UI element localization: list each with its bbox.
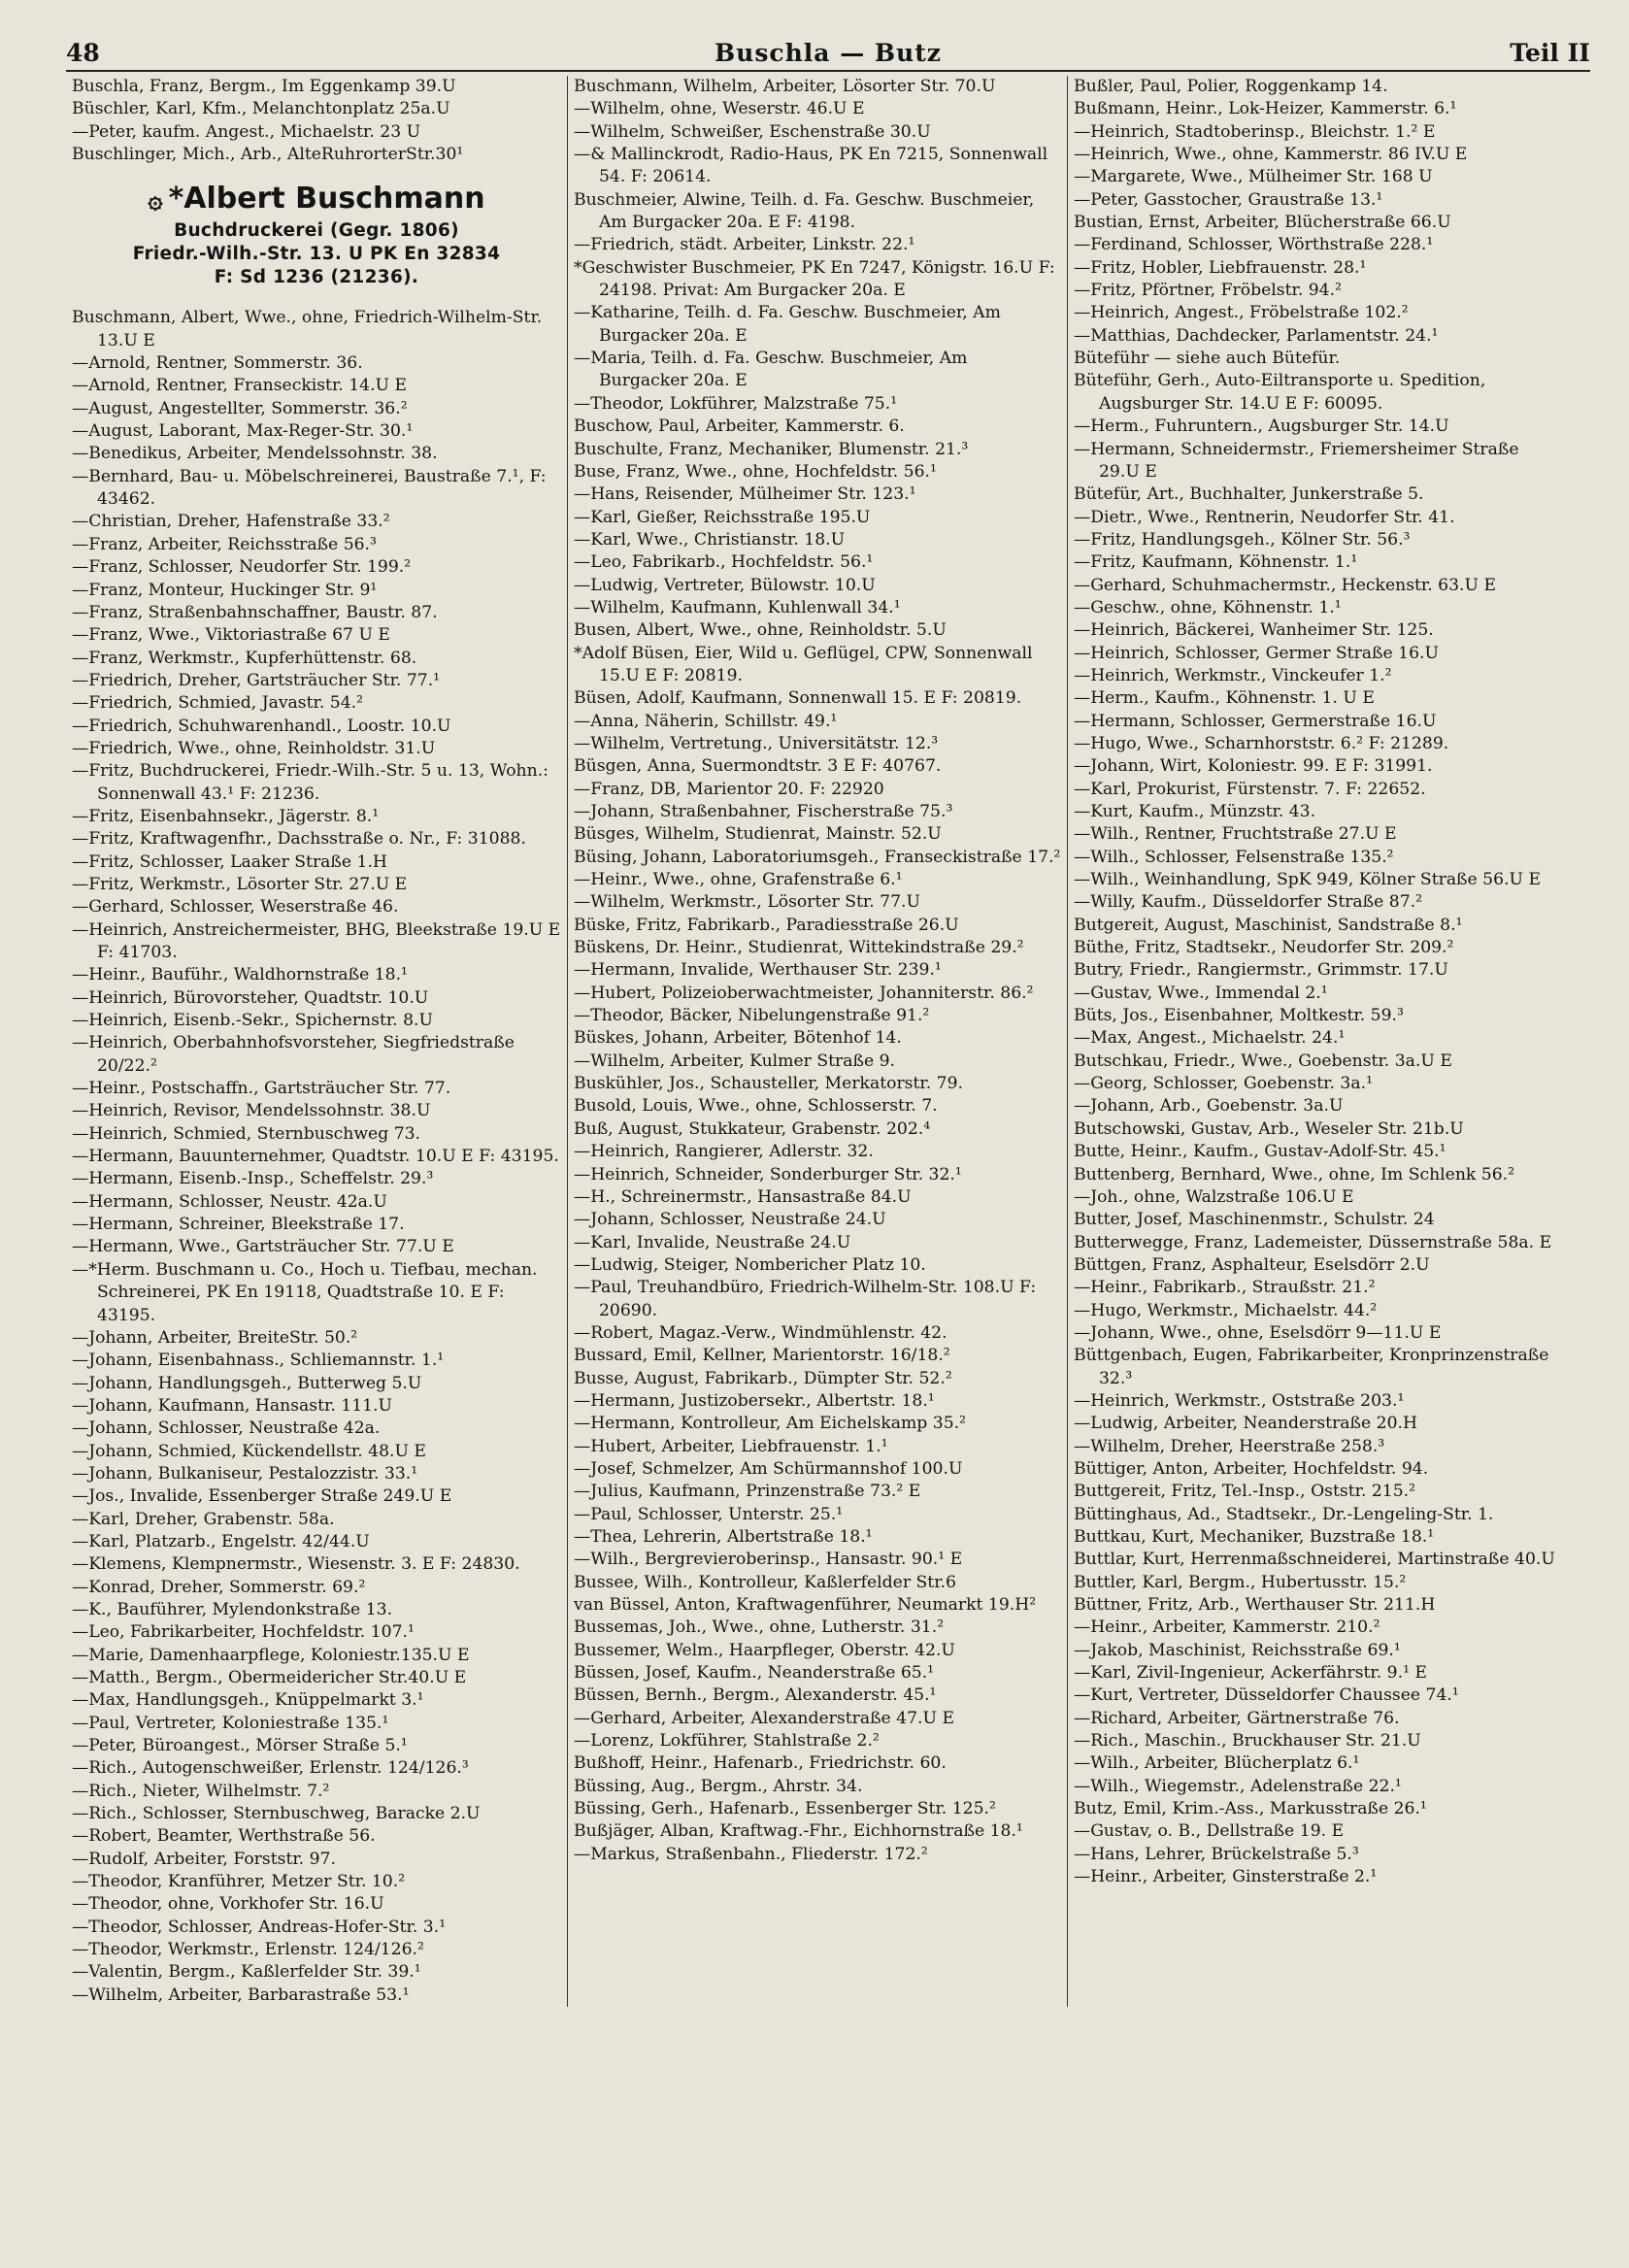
directory-entry: —Johann, Handlungsgeh., Butterweg 5.U xyxy=(72,1373,422,1393)
directory-entry: Büsing, Johann, Laboratoriumsgeh., Franseckistraße 17.² xyxy=(574,847,1061,867)
directory-entry: —Heinrich, Eisenb.-Sekr., Spichernstr. 8.U xyxy=(72,1011,433,1031)
directory-entry: —& Mallinckrodt, Radio-Haus, PK En 7215, Sonnenwall 54. F: 20614. xyxy=(574,145,1048,187)
directory-entry: —Heinrich, Anstreichermeister, BHG, Bleekstraße 19.U E F: 41703. xyxy=(72,919,561,962)
directory-entry: —Johann, Schmied, Kückendellstr. 48.U E xyxy=(72,1441,426,1461)
directory-entry: Busse, August, Fabrikarb., Dümpter Str. 52.² xyxy=(574,1368,952,1388)
directory-entry: Butry, Friedr., Rangiermstr., Grimmstr. 17.U xyxy=(1074,960,1448,981)
directory-entry: —Robert, Beamter, Werthstraße 56. xyxy=(72,1826,376,1847)
directory-entry: Buttenberg, Bernhard, Wwe., ohne, Im Schlenk 56.² xyxy=(1074,1164,1515,1184)
directory-entry: —Kurt, Vertreter, Düsseldorfer Chaussee 74.¹ xyxy=(1074,1685,1459,1706)
directory-entry: —Heinr., Wwe., ohne, Grafenstraße 6.¹ xyxy=(574,870,903,890)
directory-entry: —Hermann, Schreiner, Bleekstraße 17. xyxy=(72,1215,405,1235)
directory-entry: —Peter, Büroangest., Mörser Straße 5.¹ xyxy=(72,1736,408,1756)
directory-entry: —Matthias, Dachdecker, Parlamentstr. 24.¹ xyxy=(1074,325,1439,346)
directory-entry: —Heinrich, Rangierer, Adlerstr. 32. xyxy=(574,1142,874,1162)
directory-entry: —Christian, Dreher, Hafenstraße 33.² xyxy=(72,512,390,532)
directory-entry: Büsgen, Anna, Suermondtstr. 3 E F: 40767. xyxy=(574,756,942,777)
directory-entry: —Josef, Schmelzer, Am Schürmannshof 100.U xyxy=(574,1458,963,1479)
directory-entry: Buskühler, Jos., Schausteller, Merkatorstr. 79. xyxy=(574,1074,963,1094)
directory-entry: —Karl, Wwe., Christianstr. 18.U xyxy=(574,529,846,550)
directory-entry: —Hugo, Werkmstr., Michaelstr. 44.² xyxy=(1074,1300,1378,1320)
directory-entry: —Joh., ohne, Walzstraße 106.U E xyxy=(1074,1186,1354,1207)
column-1-bottom-entries xyxy=(72,307,561,2007)
part-label: Teil II xyxy=(1510,39,1590,67)
directory-entry: Buschla, Franz, Bergm., Im Eggenkamp 39.U xyxy=(72,77,456,96)
directory-entry: Büteführ — siehe auch Bütefür. xyxy=(1074,349,1341,369)
directory-entry: —Wilhelm, Arbeiter, Kulmer Straße 9. xyxy=(574,1051,895,1071)
directory-entry: Butz, Emil, Krim.-Ass., Markusstraße 26.¹ xyxy=(1074,1799,1427,1819)
directory-entry: —Ludwig, Vertreter, Bülowstr. 10.U xyxy=(574,575,876,595)
directory-entry: Busold, Louis, Wwe., ohne, Schlosserstr. 7. xyxy=(574,1096,938,1117)
directory-entry: —Heinrich, Bürovorsteher, Quadtstr. 10.U xyxy=(72,987,429,1008)
directory-entry: —Gustav, o. B., Dellstraße 19. E xyxy=(1074,1821,1345,1842)
directory-entry: —Rich., Schlosser, Sternbuschweg, Baracke 2.U xyxy=(72,1804,481,1824)
directory-entry: —Paul, Treuhandbüro, Friedrich-Wilhelm-Str. 108.U F: 20690. xyxy=(574,1278,1037,1320)
directory-entry: —Fritz, Schlosser, Laaker Straße 1.H xyxy=(72,851,387,872)
directory-entry: —Paul, Schlosser, Unterstr. 25.¹ xyxy=(574,1504,844,1524)
directory-entry: —Robert, Magaz.-Verw., Windmühlenstr. 42. xyxy=(574,1322,947,1343)
directory-entry: —Georg, Schlosser, Goebenstr. 3a.¹ xyxy=(1074,1074,1373,1094)
directory-entry: Bußmann, Heinr., Lok-Heizer, Kammerstr. 6.¹ xyxy=(1074,99,1457,119)
directory-entry: Bussemer, Welm., Haarpfleger, Oberstr. 42.U xyxy=(574,1640,955,1660)
printer-logo-icon: ۞ xyxy=(148,185,163,216)
directory-entry: Busen, Albert, Wwe., ohne, Reinholdstr. 5.U xyxy=(574,620,947,641)
directory-entry: —Rich., Maschin., Bruckhauser Str. 21.U xyxy=(1074,1731,1421,1751)
directory-entry: —Ludwig, Steiger, Nombericher Platz 10. xyxy=(574,1254,926,1275)
directory-entry: —Jakob, Maschinist, Reichsstraße 69.¹ xyxy=(1074,1640,1401,1660)
directory-entry: —Heinr., Arbeiter, Ginsterstraße 2.¹ xyxy=(1074,1867,1378,1887)
column-1-top-entries xyxy=(72,76,561,166)
directory-entry: —Fritz, Buchdruckerei, Friedr.-Wilh.-Str. 5 u. 13, Wohn.: Sonnenwall 43.¹ F: 21236. xyxy=(72,761,549,804)
directory-entry: —Karl, Gießer, Reichsstraße 195.U xyxy=(574,507,871,527)
directory-entry: Bußjäger, Alban, Kraftwag.-Fhr., Eichhornstraße 18.¹ xyxy=(574,1821,1023,1842)
directory-entry: —Theodor, Bäcker, Nibelungenstraße 91.² xyxy=(574,1006,930,1026)
directory-entry: Büthe, Fritz, Stadtsekr., Neudorfer Str. 209.² xyxy=(1074,938,1454,958)
directory-entry: —Fritz, Kaufmann, Köhnenstr. 1.¹ xyxy=(1074,552,1358,573)
directory-entry: —Ferdinand, Schlosser, Wörthstraße 228.¹ xyxy=(1074,235,1434,255)
directory-entry: —Franz, DB, Marientor 20. F: 22920 xyxy=(574,779,884,799)
directory-entry: —Heinr., Arbeiter, Kammerstr. 210.² xyxy=(1074,1618,1380,1638)
directory-entry: —Gerhard, Schlosser, Weserstraße 46. xyxy=(72,897,399,917)
directory-entry: —Geschw., ohne, Köhnenstr. 1.¹ xyxy=(1074,597,1342,617)
directory-entry: Bußhoff, Heinr., Hafenarb., Friedrichstr. 60. xyxy=(574,1753,947,1774)
directory-entry: Büttinghaus, Ad., Stadtsekr., Dr.-Lengeling-Str. 1. xyxy=(1074,1504,1494,1524)
directory-entry: Butschowski, Gustav, Arb., Weseler Str. 21b.U xyxy=(1074,1118,1464,1139)
directory-entry: —Arnold, Rentner, Sommerstr. 36. xyxy=(72,353,363,374)
directory-entry: —Karl, Zivil-Ingenieur, Ackerfährstr. 9.¹ E xyxy=(1074,1663,1427,1684)
directory-entry: —Johann, Eisenbahnass., Schliemannstr. 1.¹ xyxy=(72,1351,445,1371)
directory-entry: —Fritz, Handlungsgeh., Kölner Str. 56.³ xyxy=(1074,529,1411,550)
directory-entry: Buschow, Paul, Arbeiter, Kammerstr. 6. xyxy=(574,417,905,437)
column-3 xyxy=(1068,76,1569,2007)
directory-entry: —Hubert, Polizeioberwachtmeister, Johanniterstr. 86.² xyxy=(574,983,1034,1003)
directory-entry: —Hans, Lehrer, Brückelstraße 5.³ xyxy=(1074,1844,1359,1864)
directory-entry: —Karl, Prokurist, Fürstenstr. 7. F: 22652. xyxy=(1074,779,1426,799)
directory-entry: —Johann, Bulkaniseur, Pestalozzistr. 33.¹ xyxy=(72,1463,418,1484)
directory-entry: Büske, Fritz, Fabrikarb., Paradiesstraße 26.U xyxy=(574,915,959,935)
directory-entry: —Gustav, Wwe., Immendal 2.¹ xyxy=(1074,983,1328,1003)
directory-entry: —Matth., Bergm., Obermeidericher Str.40.U E xyxy=(72,1668,467,1687)
directory-entry: —Katharine, Teilh. d. Fa. Geschw. Buschmeier, Am Burgacker 20a. E xyxy=(574,303,1001,346)
directory-entry: —Franz, Straßenbahnschaffner, Baustr. 87. xyxy=(72,602,438,622)
directory-entry: —Heinrich, Werkmstr., Vinckeufer 1.² xyxy=(1074,665,1392,685)
directory-entry: —Klemens, Klempnermstr., Wiesenstr. 3. E F: 24830. xyxy=(72,1554,520,1575)
directory-entry: —K., Bauführer, Mylendonkstraße 13. xyxy=(72,1599,393,1619)
directory-entry: —Markus, Straßenbahn., Fliederstr. 172.² xyxy=(574,1844,928,1864)
directory-entry: Büssing, Gerh., Hafenarb., Essenberger Str. 125.² xyxy=(574,1799,996,1819)
directory-entry: Bütefür, Art., Buchhalter, Junkerstraße 5. xyxy=(1074,484,1424,505)
directory-entry: —Fritz, Kraftwagenfhr., Dachsstraße o. Nr., F: 31088. xyxy=(72,829,526,850)
directory-entry: —Heinr., Bauführ., Waldhornstraße 18.¹ xyxy=(72,965,408,985)
directory-entry: Büssen, Bernh., Bergm., Alexanderstr. 45.¹ xyxy=(574,1685,937,1706)
directory-entry: —Theodor, Schlosser, Andreas-Hofer-Str. 3.¹ xyxy=(72,1917,447,1937)
directory-entry: —Theodor, ohne, Vorkhofer Str. 16.U xyxy=(72,1894,384,1915)
directory-entry: —Johann, Kaufmann, Hansastr. 111.U xyxy=(72,1395,393,1416)
directory-entry: —Friedrich, Schmied, Javastr. 54.² xyxy=(72,693,363,714)
page-header xyxy=(66,37,1590,72)
directory-entry: —Heinr., Postschaffn., Gartsträucher Str. 77. xyxy=(72,1079,451,1099)
directory-entry: Büskes, Johann, Arbeiter, Bötenhof 14. xyxy=(574,1028,902,1049)
directory-entry: Bustian, Ernst, Arbeiter, Blücherstraße 66.U xyxy=(1074,213,1451,233)
directory-entry: —Hermann, Schneidermstr., Friemersheimer Straße 29.U E xyxy=(1074,439,1519,482)
directory-entry: —Franz, Arbeiter, Reichsstraße 56.³ xyxy=(72,534,377,554)
directory-entry: —Fritz, Werkmstr., Lösorter Str. 27.U E xyxy=(72,874,408,894)
directory-entry: —Friedrich, Schuhwarenhandl., Loostr. 10.U xyxy=(72,716,451,736)
directory-entry: Büttiger, Anton, Arbeiter, Hochfeldstr. 94. xyxy=(1074,1458,1429,1479)
directory-entry: —Ludwig, Arbeiter, Neanderstraße 20.H xyxy=(1074,1414,1417,1434)
directory-entry: —Hermann, Kontrolleur, Am Eichelskamp 35.² xyxy=(574,1414,966,1434)
directory-entry: —Johann, Wwe., ohne, Eselsdörr 9—11.U E xyxy=(1074,1322,1442,1343)
directory-entry: —Leo, Fabrikarb., Hochfeldstr. 56.¹ xyxy=(574,552,874,573)
directory-entry: Butter, Josef, Maschinenmstr., Schulstr. 24 xyxy=(1074,1210,1435,1230)
column-2 xyxy=(567,76,1068,2007)
directory-entry: —Hubert, Arbeiter, Liebfrauenstr. 1.¹ xyxy=(574,1436,888,1456)
directory-entry: —Heinrich, Bäckerei, Wanheimer Str. 125. xyxy=(1074,620,1434,641)
directory-entry: —Konrad, Dreher, Sommerstr. 69.² xyxy=(72,1577,366,1597)
directory-entry: —Margarete, Wwe., Mülheimer Str. 168 U xyxy=(1074,167,1433,187)
directory-entry: —Julius, Kaufmann, Prinzenstraße 73.² E xyxy=(574,1482,921,1502)
ad-company-name: *Albert Buschmann xyxy=(168,182,485,217)
directory-entry: Büttner, Fritz, Arb., Werthauser Str. 211.H xyxy=(1074,1595,1436,1616)
directory-entry: —Franz, Schlosser, Neudorfer Str. 199.² xyxy=(72,557,412,578)
directory-entry: —Peter, kaufm. Angest., Michaelstr. 23 U xyxy=(72,121,421,142)
directory-entry: —Willy, Kaufm., Düsseldorfer Straße 87.² xyxy=(1074,892,1423,913)
directory-entry: Butgereit, August, Maschinist, Sandstraße 8.¹ xyxy=(1074,915,1463,935)
directory-entry: Buttlar, Kurt, Herrenmaßschneiderei, Martinstraße 40.U xyxy=(1074,1550,1555,1570)
directory-entry: —Wilh., Rentner, Fruchtstraße 27.U E xyxy=(1074,824,1397,845)
directory-entry: Büskens, Dr. Heinr., Studienrat, Wittekindstraße 29.² xyxy=(574,938,1024,958)
directory-entry: —Karl, Platzarb., Engelstr. 42/44.U xyxy=(72,1531,370,1551)
directory-entry: —Max, Handlungsgeh., Knüppelmarkt 3.¹ xyxy=(72,1690,424,1711)
directory-entry: —H., Schreinermstr., Hansastraße 84.U xyxy=(574,1186,912,1207)
directory-entry: Butterwegge, Franz, Lademeister, Düssernstraße 58a. E xyxy=(1074,1232,1552,1252)
directory-entry: —Leo, Fabrikarbeiter, Hochfeldstr. 107.¹ xyxy=(72,1622,415,1643)
column-2-entries xyxy=(574,76,1061,1866)
page-number: 48 xyxy=(66,39,100,67)
directory-entry: —Johann, Schlosser, Neustraße 42a. xyxy=(72,1418,381,1439)
directory-entry: —Heinrich, Schlosser, Germer Straße 16.U xyxy=(1074,643,1439,663)
directory-entry: —Heinrich, Stadtoberinsp., Bleichstr. 1.² E xyxy=(1074,121,1436,142)
directory-entry: *Adolf Büsen, Eier, Wild u. Geflügel, CPW, Sonnenwall 15.U E F: 20819. xyxy=(574,643,1033,685)
directory-entry: —Heinrich, Schmied, Sternbuschweg 73. xyxy=(72,1123,421,1144)
directory-entry: —Friedrich, städt. Arbeiter, Linkstr. 22.¹ xyxy=(574,235,915,255)
directory-entry: —Dietr., Wwe., Rentnerin, Neudorfer Str. 41. xyxy=(1074,507,1455,527)
directory-entry: —Wilhelm, Arbeiter, Barbarastraße 53.¹ xyxy=(72,1984,410,2005)
directory-entry: Buß, August, Stukkateur, Grabenstr. 202.⁴ xyxy=(574,1118,931,1139)
directory-entry: —Hermann, Schlosser, Germerstraße 16.U xyxy=(1074,711,1437,731)
directory-entry: —Wilhelm, Schweißer, Eschenstraße 30.U xyxy=(574,121,931,142)
directory-entry: —Hermann, Bauunternehmer, Quadtstr. 10.U E F: 43195. xyxy=(72,1147,559,1167)
directory-entry: Buttler, Karl, Bergm., Hubertusstr. 15.² xyxy=(1074,1572,1407,1592)
directory-entry: Büsges, Wilhelm, Studienrat, Mainstr. 52.U xyxy=(574,824,942,845)
directory-entry: Buschulte, Franz, Mechaniker, Blumenstr. 21.³ xyxy=(574,439,969,459)
directory-entry: —August, Laborant, Max-Reger-Str. 30.¹ xyxy=(72,421,414,442)
directory-entry: —Heinrich, Revisor, Mendelssohnstr. 38.U xyxy=(72,1101,431,1121)
directory-entry: —Fritz, Hobler, Liebfrauenstr. 28.¹ xyxy=(1074,257,1367,278)
directory-entry: Buttgereit, Fritz, Tel.-Insp., Oststr. 215.² xyxy=(1074,1482,1416,1502)
directory-entry: —Arnold, Rentner, Franseckistr. 14.U E xyxy=(72,376,408,396)
directory-entry: —Theodor, Werkmstr., Erlenstr. 124/126.² xyxy=(72,1940,424,1960)
directory-entry: Butschkau, Friedr., Wwe., Goebenstr. 3a.U E xyxy=(1074,1051,1452,1071)
directory-entry: —Maria, Teilh. d. Fa. Geschw. Buschmeier, Am Burgacker 20a. E xyxy=(574,349,968,391)
directory-entry: Buschlinger, Mich., Arb., AlteRuhrorterStr.30¹ xyxy=(72,145,464,165)
directory-entry: —Heinrich, Oberbahnhofsvorsteher, Siegfriedstraße 20/22.² xyxy=(72,1033,515,1076)
directory-entry: —Hermann, Wwe., Gartsträucher Str. 77.U E xyxy=(72,1237,454,1257)
directory-entry: —Heinr., Fabrikarb., Straußstr. 21.² xyxy=(1074,1278,1376,1298)
directory-entry: —Paul, Vertreter, Koloniestraße 135.¹ xyxy=(72,1713,389,1733)
directory-entry: —Fritz, Pförtner, Fröbelstr. 94.² xyxy=(1074,281,1342,301)
directory-entry: —Karl, Dreher, Grabenstr. 58a. xyxy=(72,1509,335,1529)
directory-entry: —August, Angestellter, Sommerstr. 36.² xyxy=(72,398,408,418)
directory-entry: Büschler, Karl, Kfm., Melanchtonplatz 25a.U xyxy=(72,99,450,119)
directory-entry: —Rich., Autogenschweißer, Erlenstr. 124/126.³ xyxy=(72,1758,469,1779)
directory-entry: —Gerhard, Schuhmachermstr., Heckenstr. 63.U E xyxy=(1074,575,1496,595)
directory-entry: —Franz, Wwe., Viktoriastraße 67 U E xyxy=(72,625,390,646)
directory-entry: Bussemas, Joh., Wwe., ohne, Lutherstr. 31.² xyxy=(574,1618,945,1638)
column-1 xyxy=(66,76,567,2007)
directory-entry: —Hermann, Invalide, Werthauser Str. 239.¹ xyxy=(574,960,942,981)
directory-entry: Butte, Heinr., Kaufm., Gustav-Adolf-Str. 45.¹ xyxy=(1074,1142,1446,1162)
directory-entry: —Wilhelm, Kaufmann, Kuhlenwall 34.¹ xyxy=(574,597,901,617)
directory-entry: —Heinrich, Schneider, Sonderburger Str. 32.¹ xyxy=(574,1164,962,1184)
directory-entry: —Bernhard, Bau- u. Möbelschreinerei, Baustraße 7.¹, F: 43462. xyxy=(72,466,547,510)
directory-entry: —Jos., Invalide, Essenberger Straße 249.U E xyxy=(72,1486,452,1507)
directory-entry: —Marie, Damenhaarpflege, Koloniestr.135.U E xyxy=(72,1645,470,1665)
directory-entry: Buschmann, Wilhelm, Arbeiter, Lösorter Str. 70.U xyxy=(574,77,996,96)
directory-entry: —Wilhelm, ohne, Weserstr. 46.U E xyxy=(574,99,865,119)
directory-entry: —Herm., Fuhruntern., Augsburger Str. 14.U xyxy=(1074,417,1449,437)
directory-entry: —Wilh., Arbeiter, Blücherplatz 6.¹ xyxy=(1074,1753,1360,1774)
directory-entry: Büttgen, Franz, Asphalteur, Eselsdörr 2.U xyxy=(1074,1254,1430,1275)
directory-entry: —Wilh., Bergrevieroberinsp., Hansastr. 90.¹ E xyxy=(574,1550,963,1570)
columns xyxy=(66,76,1590,2007)
directory-entry: —Anna, Näherin, Schillstr. 49.¹ xyxy=(574,711,838,731)
directory-entry: Buttkau, Kurt, Mechaniker, Buzstraße 18.¹ xyxy=(1074,1527,1435,1547)
ad-line-2: Friedr.-Wilh.-Str. 13. U PK En 32834 xyxy=(132,244,501,265)
directory-entry: —Heinrich, Werkmstr., Oststraße 203.¹ xyxy=(1074,1390,1405,1411)
directory-entry: —Fritz, Eisenbahnsekr., Jägerstr. 8.¹ xyxy=(72,806,380,826)
directory-entry: —Max, Angest., Michaelstr. 24.¹ xyxy=(1074,1028,1346,1049)
directory-entry: —Franz, Monteur, Huckinger Str. 9¹ xyxy=(72,580,378,600)
directory-entry: Büssen, Josef, Kaufm., Neanderstraße 65.¹ xyxy=(574,1663,935,1684)
directory-entry: —Herm., Kaufm., Köhnenstr. 1. U E xyxy=(1074,688,1375,709)
directory-entry: —Kurt, Kaufm., Münzstr. 43. xyxy=(1074,802,1316,821)
directory-entry: —Valentin, Bergm., Kaßlerfelder Str. 39.¹ xyxy=(72,1962,421,1983)
directory-entry: —Johann, Schlosser, Neustraße 24.U xyxy=(574,1210,886,1230)
directory-entry: *Geschwister Buschmeier, PK En 7247, Königstr. 16.U F: 24198. Privat: Am Burgacker 20a. E xyxy=(574,257,1055,301)
directory-entry: —Johann, Wirt, Koloniestr. 99. E F: 31991. xyxy=(1074,756,1433,777)
directory-entry: —Franz, Werkmstr., Kupferhüttenstr. 68. xyxy=(72,648,417,668)
advertisement-buschmann xyxy=(72,180,561,289)
directory-entry: —Johann, Arbeiter, BreiteStr. 50.² xyxy=(72,1327,358,1348)
directory-entry: —Rudolf, Arbeiter, Forststr. 97. xyxy=(72,1849,336,1869)
directory-entry: —Theodor, Kranführer, Metzer Str. 10.² xyxy=(72,1872,406,1892)
directory-entry: —Richard, Arbeiter, Gärtnerstraße 76. xyxy=(1074,1708,1400,1728)
directory-entry: Büssing, Aug., Bergm., Ahrstr. 34. xyxy=(574,1776,863,1796)
directory-entry: —Hugo, Wwe., Scharnhorststr. 6.² F: 21289. xyxy=(1074,733,1449,753)
directory-entry: —Friedrich, Wwe., ohne, Reinholdstr. 31.U xyxy=(72,738,436,758)
directory-entry: Büsen, Adolf, Kaufmann, Sonnenwall 15. E F: 20819. xyxy=(574,688,1022,709)
directory-entry: —Wilh., Wiegemstr., Adelenstraße 22.¹ xyxy=(1074,1776,1402,1796)
directory-entry: —Wilhelm, Vertretung., Universitätstr. 12.³ xyxy=(574,733,939,753)
directory-entry: —Wilhelm, Werkmstr., Lösorter Str. 77.U xyxy=(574,892,920,913)
ad-line-3: F: Sd 1236 (21236). xyxy=(214,267,419,288)
directory-entry: —Wilh., Schlosser, Felsenstraße 135.² xyxy=(1074,847,1394,867)
directory-entry: —Theodor, Lokführer, Malzstraße 75.¹ xyxy=(574,393,898,414)
directory-entry: —Hans, Reisender, Mülheimer Str. 123.¹ xyxy=(574,484,916,505)
directory-entry: Buschmann, Albert, Wwe., ohne, Friedrich-Wilhelm-Str. 13.U E xyxy=(72,308,543,350)
directory-entry: Bussee, Wilh., Kontrolleur, Kaßlerfelder Str.6 xyxy=(574,1572,956,1592)
page-title: Buschla — Butz xyxy=(715,39,942,67)
directory-entry: —Johann, Arb., Goebenstr. 3a.U xyxy=(1074,1096,1344,1117)
directory-entry: —Benedikus, Arbeiter, Mendelssohnstr. 38. xyxy=(72,444,438,464)
directory-entry: Bussard, Emil, Kellner, Marientorstr. 16/18.² xyxy=(574,1346,950,1366)
directory-entry: —Rich., Nieter, Wilhelmstr. 7.² xyxy=(72,1781,330,1801)
directory-entry: —Hermann, Schlosser, Neustr. 42a.U xyxy=(72,1191,387,1212)
directory-entry: —Friedrich, Dreher, Gartsträucher Str. 77.¹ xyxy=(72,670,441,690)
directory-entry: Büttgenbach, Eugen, Fabrikarbeiter, Kronprinzenstraße 32.³ xyxy=(1074,1346,1549,1388)
ad-line-1: Buchdruckerei (Gegr. 1806) xyxy=(174,220,459,242)
directory-entry: —Heinrich, Angest., Fröbelstraße 102.² xyxy=(1074,303,1409,323)
directory-entry: —Hermann, Eisenb.-Insp., Scheffelstr. 29.³ xyxy=(72,1169,434,1189)
directory-entry: —Hermann, Justizobersekr., Albertstr. 18.¹ xyxy=(574,1390,935,1411)
directory-entry: Bußler, Paul, Polier, Roggenkamp 14. xyxy=(1074,77,1388,96)
directory-entry: —Heinrich, Wwe., ohne, Kammerstr. 86 IV.U E xyxy=(1074,145,1468,165)
directory-entry: —*Herm. Buschmann u. Co., Hoch u. Tiefbau, mechan. Schreinerei, PK En 19118, Quadtstraße 10. E F: 43195. xyxy=(72,1259,538,1325)
directory-entry: —Wilhelm, Dreher, Heerstraße 258.³ xyxy=(1074,1436,1385,1456)
directory-entry: Buschmeier, Alwine, Teilh. d. Fa. Geschw. Buschmeier, Am Burgacker 20a. E F: 4198. xyxy=(574,189,1035,233)
column-3-entries xyxy=(1074,76,1563,1889)
directory-entry: —Karl, Invalide, Neustraße 24.U xyxy=(574,1232,851,1252)
directory-entry: van Büssel, Anton, Kraftwagenführer, Neumarkt 19.H² xyxy=(574,1595,1037,1616)
directory-entry: —Johann, Straßenbahner, Fischerstraße 75.³ xyxy=(574,802,953,821)
directory-entry: Büts, Jos., Eisenbahner, Moltkestr. 59.³ xyxy=(1074,1006,1404,1026)
directory-entry: —Thea, Lehrerin, Albertstraße 18.¹ xyxy=(574,1527,873,1547)
directory-entry: —Gerhard, Arbeiter, Alexanderstraße 47.U E xyxy=(574,1708,955,1728)
directory-entry: Büteführ, Gerh., Auto-Eiltransporte u. Spedition, Augsburger Str. 14.U E F: 60095. xyxy=(1074,371,1486,414)
directory-entry: —Peter, Gasstocher, Graustraße 13.¹ xyxy=(1074,189,1383,210)
directory-entry: Buse, Franz, Wwe., ohne, Hochfeldstr. 56.¹ xyxy=(574,461,937,482)
directory-entry: —Lorenz, Lokführer, Stahlstraße 2.² xyxy=(574,1731,880,1751)
directory-entry: —Wilh., Weinhandlung, SpK 949, Kölner Straße 56.U E xyxy=(1074,870,1542,890)
